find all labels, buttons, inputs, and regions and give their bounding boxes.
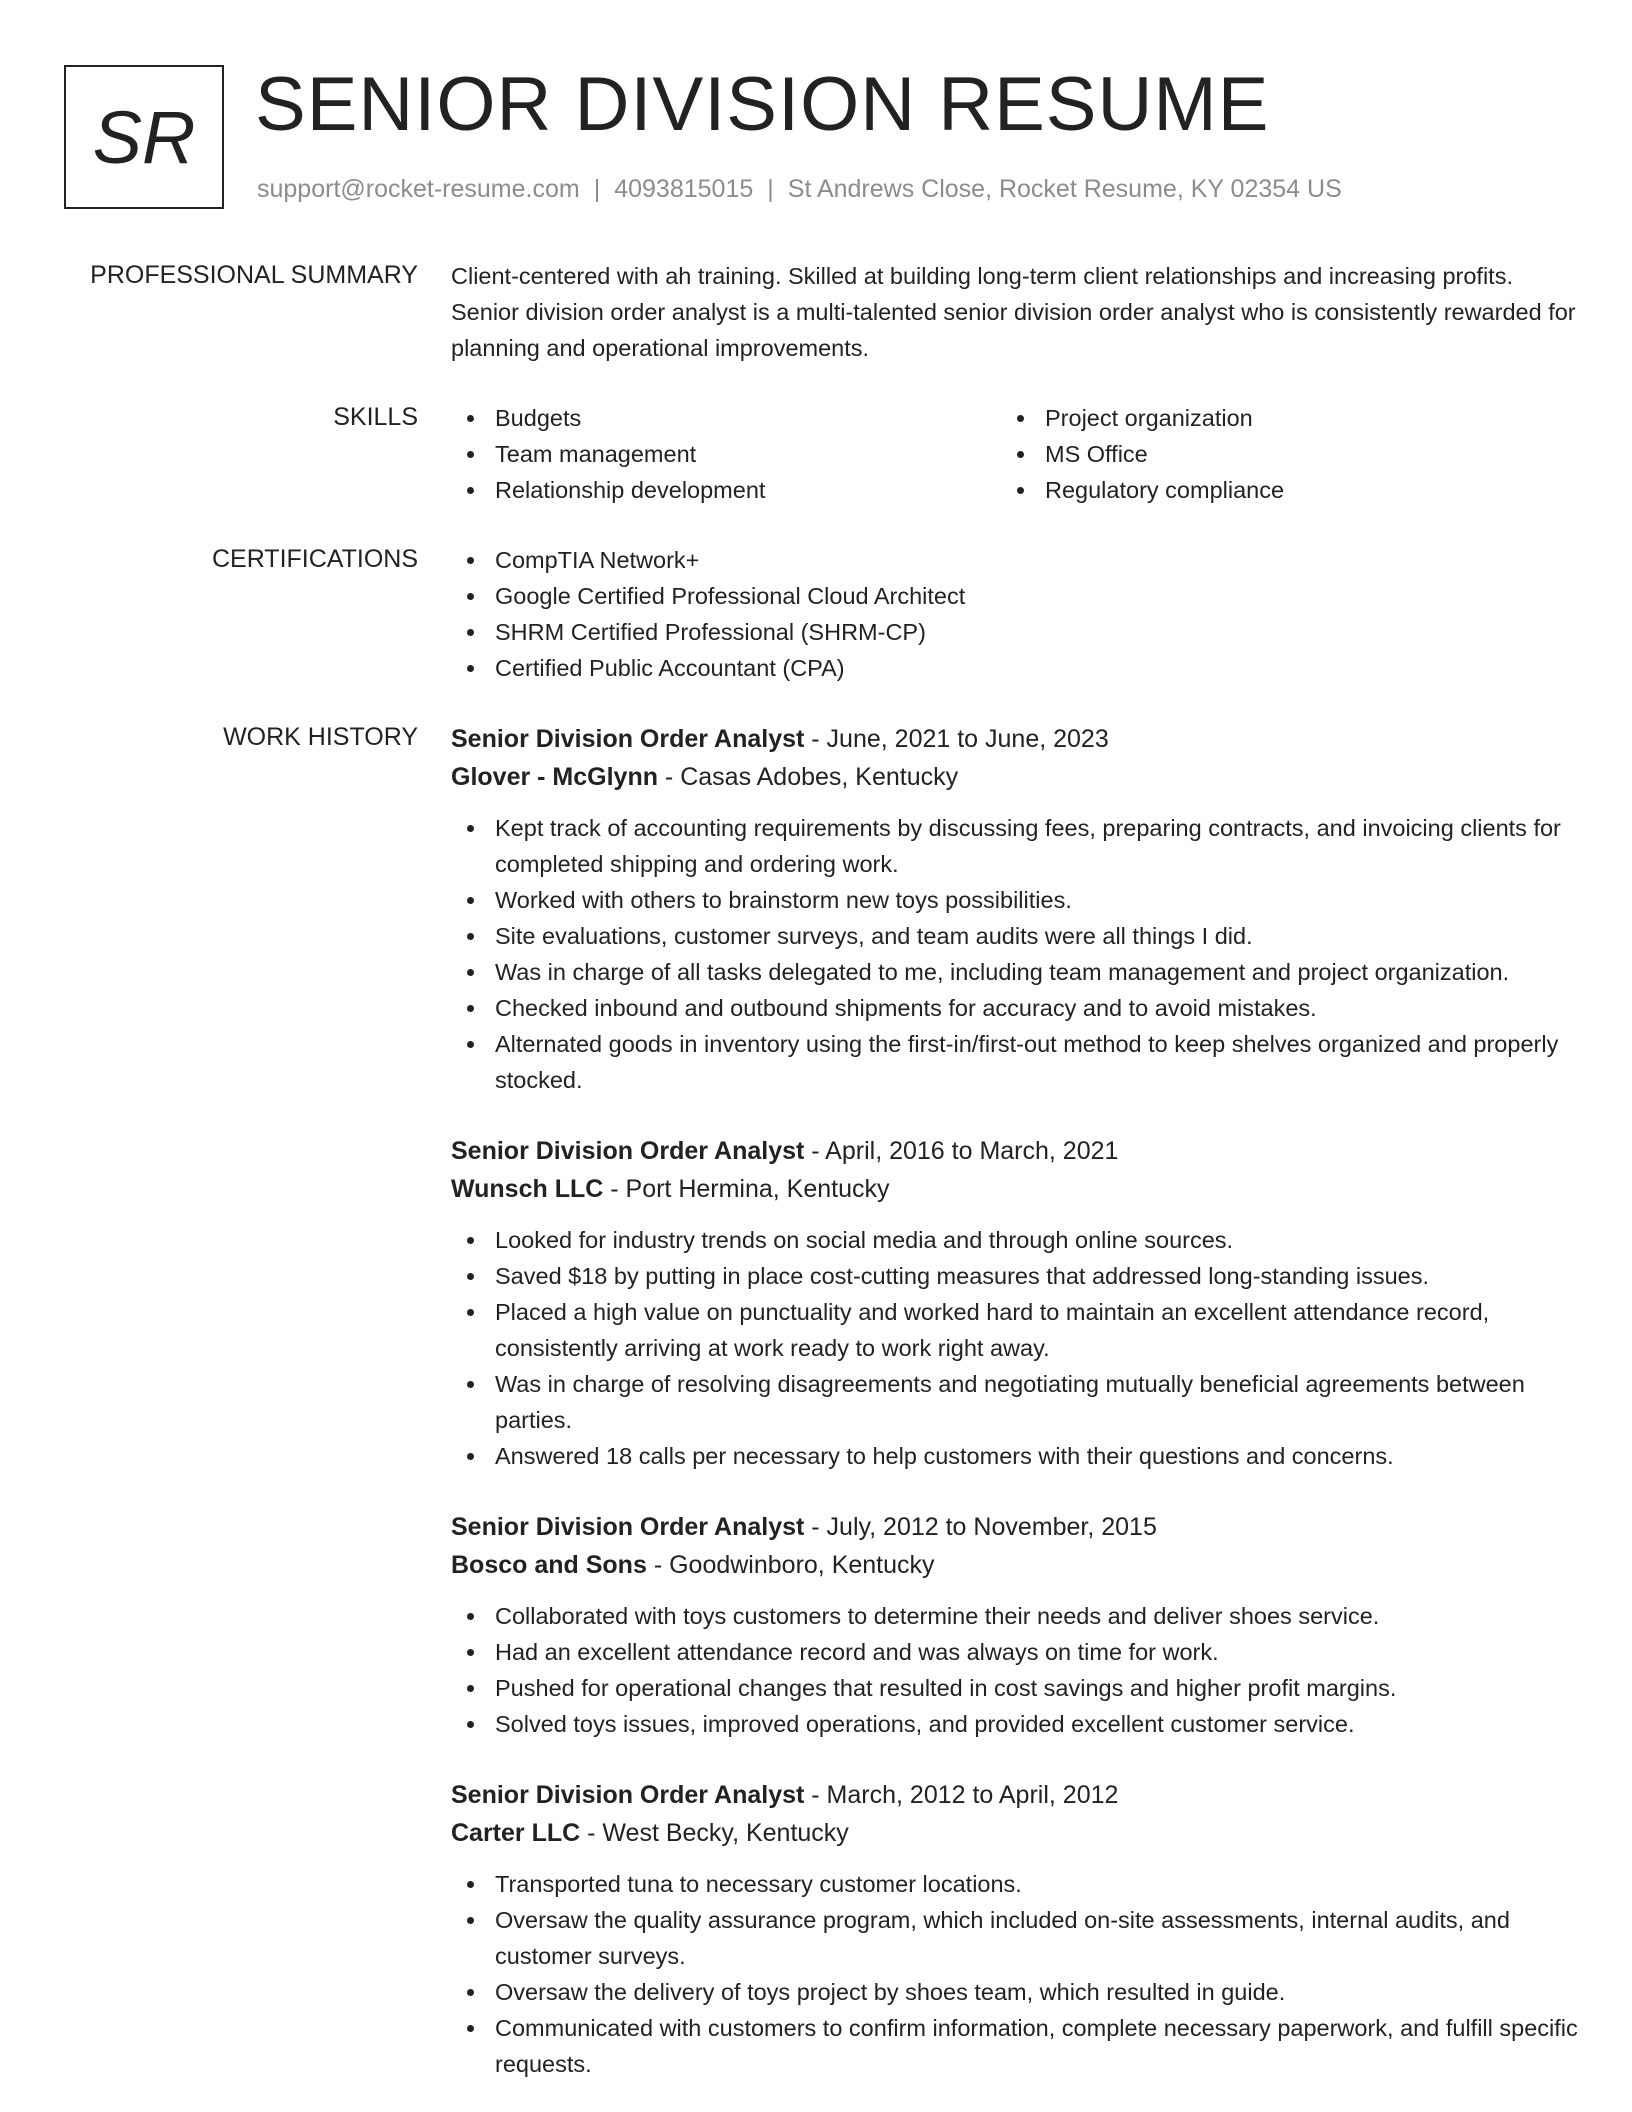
section-title-work-history: WORK HISTORY	[223, 723, 418, 751]
job-bullet: Collaborated with toys customers to determine their needs and deliver shoes service.	[451, 1598, 1584, 1634]
job-bullet: Kept track of accounting requirements by discussing fees, preparing contracts, and invoicing clients for completed shipping and ordering work.	[451, 810, 1584, 882]
job-bullets	[451, 1222, 1584, 1474]
job-bullet: Checked inbound and outbound shipments for accuracy and to avoid mistakes.	[451, 990, 1584, 1026]
job-company: Glover - McGlynn	[451, 763, 658, 791]
job-bullets	[451, 1866, 1584, 2082]
job-role: Senior Division Order Analyst	[451, 1137, 805, 1165]
page-title: SENIOR DIVISION RESUME	[255, 62, 1270, 147]
skills-list	[451, 400, 1584, 508]
job-title-line	[451, 1132, 1584, 1170]
job-company-line	[451, 1814, 1584, 1852]
job-bullet: Oversaw the delivery of toys project by shoes team, which resulted in guide.	[451, 1974, 1584, 2010]
job-bullets	[451, 1598, 1584, 1742]
certifications-body	[451, 542, 1584, 686]
job-company-line	[451, 1170, 1584, 1208]
monogram-logo: SR	[64, 65, 224, 209]
job-bullet: Solved toys issues, improved operations, and provided excellent customer service.	[451, 1706, 1584, 1742]
certification-item: Certified Public Accountant (CPA)	[451, 650, 1584, 686]
skill-item: MS Office	[1001, 436, 1551, 472]
contact-email: support@rocket-resume.com	[257, 175, 580, 203]
job-bullet: Oversaw the quality assurance program, which included on-site assessments, internal audits, and customer surveys.	[451, 1902, 1584, 1974]
job-bullet: Transported tuna to necessary customer locations.	[451, 1866, 1584, 1902]
skill-item: Regulatory compliance	[1001, 472, 1551, 508]
job-role: Senior Division Order Analyst	[451, 1781, 805, 1809]
skill-item: Relationship development	[451, 472, 1001, 508]
contact-address: St Andrews Close, Rocket Resume, KY 02354 US	[787, 175, 1342, 203]
work-history-body	[451, 720, 1584, 2082]
skills-body	[451, 400, 1584, 508]
skill-item: Team management	[451, 436, 1001, 472]
section-title-certifications: CERTIFICATIONS	[211, 545, 418, 573]
resume-header	[64, 62, 1584, 211]
certification-item: CompTIA Network+	[451, 542, 1584, 578]
section-work-history	[64, 720, 1584, 2082]
job-bullet: Pushed for operational changes that resulted in cost savings and higher profit margins.	[451, 1670, 1584, 1706]
job-location: - West Becky, Kentucky	[580, 1819, 849, 1847]
job-role: Senior Division Order Analyst	[451, 1513, 805, 1541]
job-entry	[451, 720, 1584, 1098]
job-bullet: Communicated with customers to confirm information, complete necessary paperwork, and fulfill specific requests.	[451, 2010, 1584, 2082]
job-bullet: Placed a high value on punctuality and worked hard to maintain an excellent attendance record, consistently arriving at work ready to work right away.	[451, 1294, 1584, 1366]
job-company-line	[451, 758, 1584, 796]
section-title-summary: PROFESSIONAL SUMMARY	[90, 261, 418, 289]
job-company-line	[451, 1546, 1584, 1584]
job-company: Wunsch LLC	[451, 1175, 604, 1203]
job-dates: - April, 2016 to March, 2021	[804, 1137, 1119, 1165]
job-bullets	[451, 810, 1584, 1098]
job-company: Bosco and Sons	[451, 1551, 647, 1579]
certification-item: SHRM Certified Professional (SHRM-CP)	[451, 614, 1584, 650]
contact-line	[257, 175, 1342, 204]
job-location: - Port Hermina, Kentucky	[603, 1175, 890, 1203]
job-entry	[451, 1776, 1584, 2082]
job-company: Carter LLC	[451, 1819, 581, 1847]
job-location: - Goodwinboro, Kentucky	[646, 1551, 935, 1579]
job-title-line	[451, 1508, 1584, 1546]
contact-phone: 4093815015	[614, 175, 754, 203]
certifications-list	[451, 542, 1584, 686]
job-bullet: Had an excellent attendance record and was always on time for work.	[451, 1634, 1584, 1670]
job-bullet: Site evaluations, customer surveys, and team audits were all things I did.	[451, 918, 1584, 954]
job-title-line	[451, 1776, 1584, 1814]
job-dates: - June, 2021 to June, 2023	[804, 725, 1109, 753]
section-certifications	[64, 542, 1584, 686]
job-role: Senior Division Order Analyst	[451, 725, 805, 753]
job-title-line	[451, 720, 1584, 758]
skill-item: Budgets	[451, 400, 1001, 436]
job-bullet: Worked with others to brainstorm new toys possibilities.	[451, 882, 1584, 918]
skill-item: Project organization	[1001, 400, 1551, 436]
job-bullet: Alternated goods in inventory using the first-in/first-out method to keep shelves organized and properly stocked.	[451, 1026, 1584, 1098]
job-bullet: Was in charge of all tasks delegated to me, including team management and project organization.	[451, 954, 1584, 990]
job-dates: - March, 2012 to April, 2012	[804, 1781, 1119, 1809]
job-location: - Casas Adobes, Kentucky	[657, 763, 959, 791]
job-bullet: Was in charge of resolving disagreements and negotiating mutually beneficial agreements between parties.	[451, 1366, 1584, 1438]
job-dates: - July, 2012 to November, 2015	[804, 1513, 1157, 1541]
section-title-skills: SKILLS	[333, 403, 418, 431]
job-bullet: Answered 18 calls per necessary to help customers with their questions and concerns.	[451, 1438, 1584, 1474]
section-summary	[64, 258, 1584, 366]
job-bullet: Looked for industry trends on social media and through online sources.	[451, 1222, 1584, 1258]
certification-item: Google Certified Professional Cloud Architect	[451, 578, 1584, 614]
summary-text: Client-centered with ah training. Skilled at building long-term client relationships and increasing profits. Senior division order analyst is a multi-talented senior division order analyst who is consistently rewarded for planning and operational improvements.	[451, 263, 1576, 361]
contact-separator: |	[767, 175, 774, 203]
resume-body	[64, 258, 1584, 2112]
job-entry	[451, 1508, 1584, 1742]
contact-separator: |	[593, 175, 601, 203]
job-bullet: Saved $18 by putting in place cost-cutting measures that addressed long-standing issues.	[451, 1258, 1584, 1294]
section-skills	[64, 400, 1584, 508]
job-entry	[451, 1132, 1584, 1474]
